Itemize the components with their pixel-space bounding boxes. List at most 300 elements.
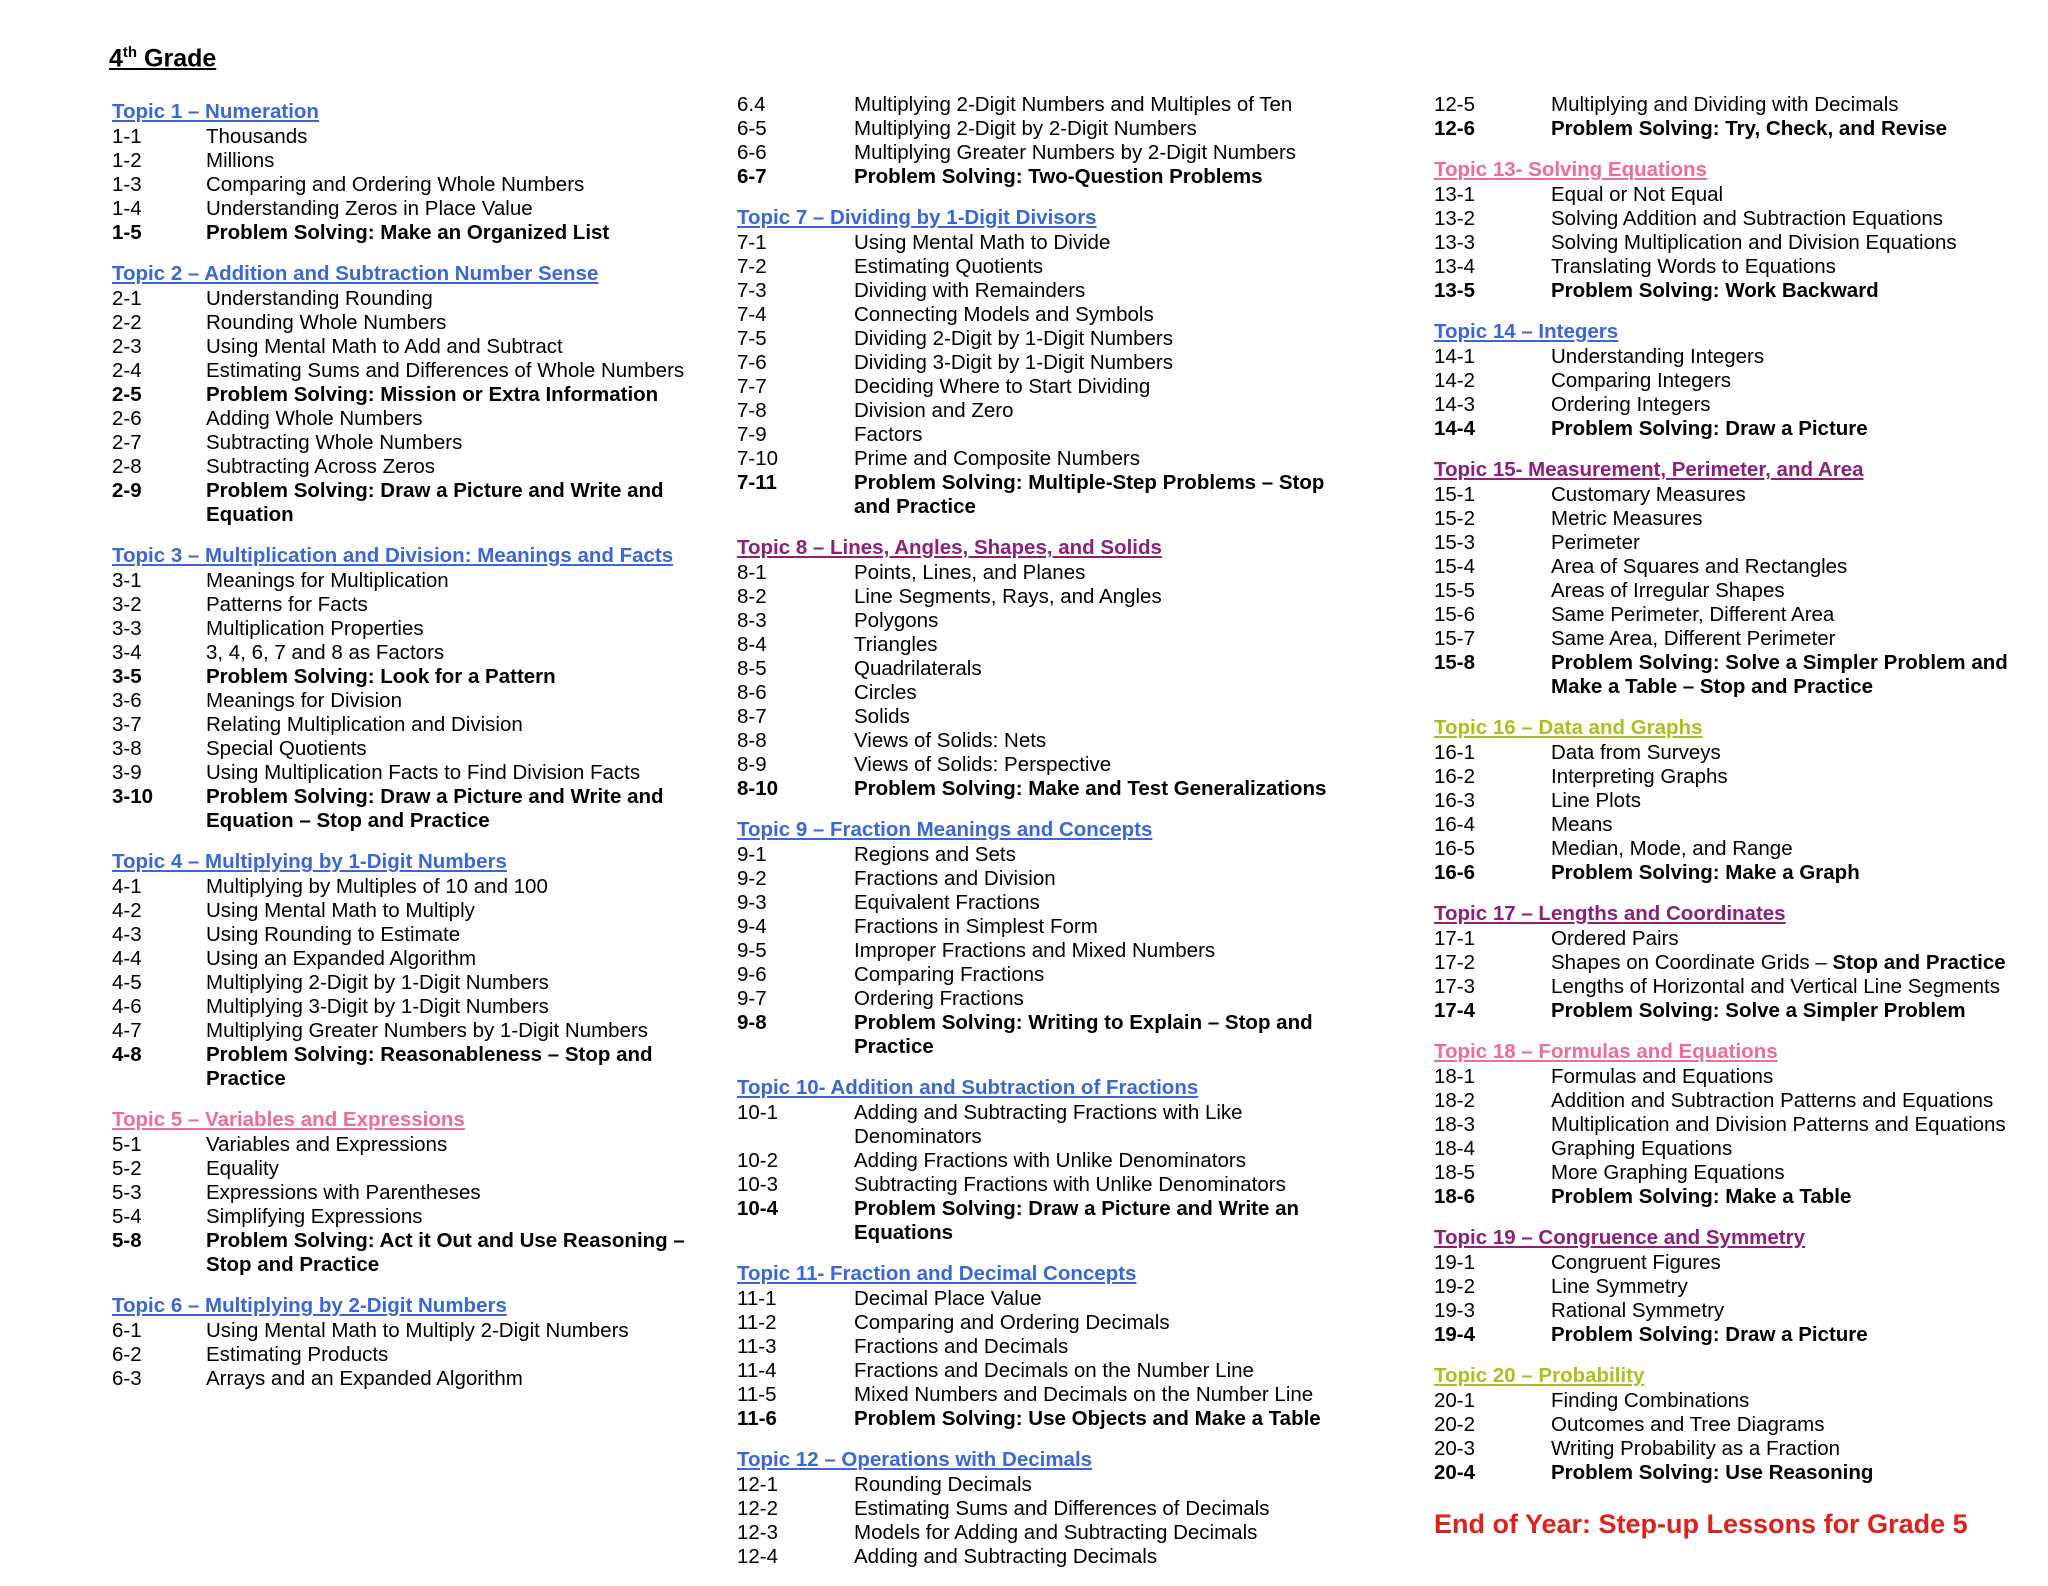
lesson-row [737, 1011, 1357, 1059]
lesson-title [206, 479, 712, 527]
lesson-title-text: Using Mental Math to Divide [854, 231, 1111, 254]
lesson-number: 13-2 [1434, 207, 1476, 230]
lesson-title [1551, 837, 2034, 861]
lesson-title [206, 221, 712, 245]
lesson-number: 7-5 [737, 327, 767, 350]
lesson-number: 10-3 [737, 1173, 779, 1196]
lesson-row [112, 785, 712, 833]
lesson-title [1551, 1461, 2034, 1485]
lesson-number: 18-3 [1434, 1113, 1476, 1136]
lesson-title-text: Perimeter [1551, 531, 1640, 554]
lesson-row [112, 899, 712, 923]
lesson-number: 7-6 [737, 351, 767, 374]
lesson-title [1551, 1137, 2034, 1161]
lesson-number: 7-1 [737, 231, 767, 254]
lesson-title [1551, 627, 2034, 651]
lesson-title [854, 279, 1357, 303]
lesson-title-text: Problem Solving: Try, Check, and Revise [1551, 117, 1948, 140]
lesson-number: 3-2 [112, 593, 142, 616]
lesson-row [737, 1173, 1357, 1197]
lesson-row [112, 971, 712, 995]
lesson-title-text: Multiplying Greater Numbers by 2-Digit Numbers [854, 141, 1297, 164]
lesson-number: 20-3 [1434, 1437, 1476, 1460]
lesson-number: 11-1 [737, 1287, 777, 1310]
lesson-title-text: Dividing 2-Digit by 1-Digit Numbers [854, 327, 1173, 350]
lesson-title-text: Fractions in Simplest Form [854, 915, 1098, 938]
lesson-row [1434, 579, 2034, 603]
lesson-row [112, 593, 712, 617]
lesson-row [112, 761, 712, 785]
lesson-title-text: Subtracting Whole Numbers [206, 431, 463, 454]
lesson-row [112, 665, 712, 689]
lesson-title-text: Polygons [854, 609, 939, 632]
lesson-title-text: Expressions with Parentheses [206, 1181, 481, 1204]
lesson-title-text: Fractions and Division [854, 867, 1056, 890]
lesson-title-text: Meanings for Division [206, 689, 402, 712]
lesson-title-text: Points, Lines, and Planes [854, 561, 1086, 584]
lesson-title [206, 1319, 712, 1343]
lesson-number: 8-7 [737, 705, 767, 728]
lesson-number: 15-4 [1434, 555, 1476, 578]
lesson-row [112, 737, 712, 761]
lesson-number: 19-3 [1434, 1299, 1476, 1322]
lesson-title [854, 1287, 1357, 1311]
lesson-title [1551, 999, 2034, 1023]
lesson-title-text: Problem Solving: Act it Out and Use Reasoning – Stop and Practice [206, 1229, 685, 1276]
lesson-title [854, 609, 1357, 633]
lesson-title-text: Estimating Products [206, 1343, 389, 1366]
lesson-number: 2-4 [112, 359, 142, 382]
lesson-title [206, 971, 712, 995]
lesson-row [1434, 483, 2034, 507]
lesson-title [854, 657, 1357, 681]
lesson-title-text: Multiplying 2-Digit by 1-Digit Numbers [206, 971, 549, 994]
lesson-title [854, 423, 1357, 447]
lesson-number: 3-6 [112, 689, 142, 712]
lesson-title-text: Equal or Not Equal [1551, 183, 1724, 206]
lesson-title-text: Writing Probability as a Fraction [1551, 1437, 1841, 1460]
topic-block [1434, 902, 2034, 1023]
lesson-title [854, 447, 1357, 471]
lesson-row [1434, 255, 2034, 279]
lesson-title-text: Interpreting Graphs [1551, 765, 1728, 788]
lesson-title-text: Shapes on Coordinate Grids – [1551, 951, 1833, 974]
lesson-title-emphasis: Stop and Practice [1832, 951, 2006, 974]
lesson-title [1551, 117, 2034, 141]
lesson-title-text: Decimal Place Value [854, 1287, 1042, 1310]
lesson-title [854, 1383, 1357, 1407]
lesson-title [854, 1101, 1357, 1149]
lesson-title-text: Variables and Expressions [206, 1133, 448, 1156]
lesson-number: 7-9 [737, 423, 767, 446]
lesson-title-text: Same Area, Different Perimeter [1551, 627, 1836, 650]
lesson-number: 2-8 [112, 455, 142, 478]
lesson-title [1551, 603, 2034, 627]
lesson-title-text: Subtracting Fractions with Unlike Denominators [854, 1173, 1286, 1196]
lesson-row [112, 923, 712, 947]
topic-heading[interactable]: Topic 4 – Multiplying by 1-Digit Numbers [112, 850, 507, 873]
lesson-number: 12-4 [737, 1545, 779, 1568]
lesson-title-text: Understanding Rounding [206, 287, 433, 310]
column-left [112, 100, 712, 1408]
lesson-title [206, 1043, 712, 1091]
lesson-row [737, 1335, 1357, 1359]
lesson-title [854, 1497, 1357, 1521]
lesson-title [1551, 975, 2034, 999]
lesson-number: 8-6 [737, 681, 767, 704]
lesson-title-text: Outcomes and Tree Diagrams [1551, 1413, 1825, 1436]
lesson-number: 5-2 [112, 1157, 142, 1180]
lesson-row [1434, 1161, 2034, 1185]
lesson-title [854, 1545, 1357, 1569]
lesson-title-text: Multiplication and Division Patterns and Equations [1551, 1113, 2006, 1136]
lesson-row [1434, 927, 2034, 951]
lesson-row [737, 165, 1357, 189]
lesson-title [854, 327, 1357, 351]
lesson-row [737, 1197, 1357, 1245]
lesson-title [1551, 789, 2034, 813]
lesson-number: 3-5 [112, 665, 142, 688]
lesson-number: 12-3 [737, 1521, 779, 1544]
lesson-row [112, 1367, 712, 1391]
lesson-title-text: Rational Symmetry [1551, 1299, 1725, 1322]
lesson-row [737, 447, 1357, 471]
lesson-row [112, 311, 712, 335]
lesson-number: 8-1 [737, 561, 767, 584]
lesson-row [737, 327, 1357, 351]
lesson-title [206, 785, 712, 833]
topic-block [1434, 1040, 2034, 1209]
lesson-number: 2-2 [112, 311, 142, 334]
lesson-title-text: Line Symmetry [1551, 1275, 1688, 1298]
lesson-number: 13-4 [1434, 255, 1476, 278]
lesson-number: 18-4 [1434, 1137, 1476, 1160]
lesson-row [737, 471, 1357, 519]
lesson-row [1434, 393, 2034, 417]
lesson-number: 2-6 [112, 407, 142, 430]
lesson-title [854, 351, 1357, 375]
lesson-title [1551, 1389, 2034, 1413]
lesson-number: 5-3 [112, 1181, 142, 1204]
lesson-number: 9-1 [737, 843, 767, 866]
lesson-title-text: Estimating Quotients [854, 255, 1044, 278]
lesson-row [1434, 813, 2034, 837]
lesson-row [112, 689, 712, 713]
lesson-title [1551, 1413, 2034, 1437]
lesson-title-text: Fractions and Decimals [854, 1335, 1069, 1358]
lesson-title [206, 1019, 712, 1043]
lesson-number: 3-8 [112, 737, 142, 760]
lesson-title-text: Arrays and an Expanded Algorithm [206, 1367, 523, 1390]
lesson-title-text: Models for Adding and Subtracting Decimals [854, 1521, 1258, 1544]
lesson-number: 3-9 [112, 761, 142, 784]
topic-heading[interactable]: Topic 16 – Data and Graphs [1434, 716, 1703, 739]
lesson-title-text: Equivalent Fractions [854, 891, 1040, 914]
topic-block [737, 1262, 1357, 1431]
lesson-row [112, 1181, 712, 1205]
lesson-number: 4-1 [112, 875, 142, 898]
lesson-title-text: Congruent Figures [1551, 1251, 1721, 1274]
lesson-title [1551, 579, 2034, 603]
topic-heading[interactable]: Topic 19 – Congruence and Symmetry [1434, 1226, 1806, 1249]
lesson-number: 17-3 [1434, 975, 1476, 998]
lesson-number: 11-3 [737, 1335, 777, 1358]
lesson-number: 5-1 [112, 1133, 142, 1156]
topic-heading[interactable]: Topic 12 – Operations with Decimals [737, 1448, 1093, 1471]
lesson-title-text: Adding Fractions with Unlike Denominators [854, 1149, 1246, 1172]
lesson-title [206, 1133, 712, 1157]
lesson-title-text: Subtracting Across Zeros [206, 455, 436, 478]
lesson-title-text: Using Multiplication Facts to Find Division Facts [206, 761, 641, 784]
lesson-title-text: Connecting Models and Symbols [854, 303, 1154, 326]
lesson-title [1551, 1113, 2034, 1137]
lesson-title [206, 455, 712, 479]
lesson-title [854, 471, 1357, 519]
lesson-title-text: Adding and Subtracting Decimals [854, 1545, 1158, 1568]
lesson-title-text: Problem Solving: Make and Test Generalizations [854, 777, 1327, 800]
topic-block [1434, 93, 2034, 141]
lesson-title [206, 899, 712, 923]
lesson-number: 18-2 [1434, 1089, 1476, 1112]
lesson-row [112, 221, 712, 245]
topic-block [112, 262, 712, 527]
topic-heading[interactable]: Topic 11- Fraction and Decimal Concepts [737, 1262, 1137, 1285]
topic-block [737, 93, 1357, 189]
lesson-row [1434, 651, 2034, 699]
lesson-title-text: Triangles [854, 633, 938, 656]
lesson-number: 7-2 [737, 255, 767, 278]
lesson-number: 6-1 [112, 1319, 142, 1342]
lesson-row [1434, 555, 2034, 579]
topic-heading[interactable]: Topic 15- Measurement, Perimeter, and Area [1434, 458, 1864, 481]
lesson-title [1551, 93, 2034, 117]
lesson-number: 12-2 [737, 1497, 779, 1520]
lesson-title [1551, 183, 2034, 207]
lesson-number: 15-3 [1434, 531, 1476, 554]
lesson-title-text: Dividing 3-Digit by 1-Digit Numbers [854, 351, 1173, 374]
lesson-row [112, 1319, 712, 1343]
lesson-row [112, 173, 712, 197]
lesson-title [854, 963, 1357, 987]
lesson-title [206, 1157, 712, 1181]
lesson-number: 18-5 [1434, 1161, 1476, 1184]
lesson-title-text: Data from Surveys [1551, 741, 1721, 764]
lesson-title-text: Estimating Sums and Differences of Whole Numbers [206, 359, 685, 382]
lesson-row [737, 729, 1357, 753]
lesson-row [112, 149, 712, 173]
lesson-row [1434, 507, 2034, 531]
topic-heading[interactable]: Topic 2 – Addition and Subtraction Number Sense [112, 262, 599, 285]
lesson-title [1551, 507, 2034, 531]
lesson-row [112, 713, 712, 737]
lesson-title-text: Ordering Fractions [854, 987, 1024, 1010]
lesson-row [1434, 93, 2034, 117]
lesson-title [1551, 417, 2034, 441]
topic-heading[interactable]: Topic 18 – Formulas and Equations [1434, 1040, 1778, 1063]
lesson-number: 9-3 [737, 891, 767, 914]
lesson-title-text: Mixed Numbers and Decimals on the Number Line [854, 1383, 1314, 1406]
lesson-number: 6-3 [112, 1367, 142, 1390]
lesson-row [737, 633, 1357, 657]
lesson-number: 2-1 [112, 287, 142, 310]
lesson-title [206, 947, 712, 971]
topic-heading[interactable]: Topic 13- Solving Equations [1434, 158, 1707, 181]
lesson-title [854, 303, 1357, 327]
lesson-row [112, 947, 712, 971]
lesson-title [206, 125, 712, 149]
lesson-row [112, 383, 712, 407]
lesson-title-text: Areas of Irregular Shapes [1551, 579, 1785, 602]
lesson-row [737, 1359, 1357, 1383]
lesson-title-text: Fractions and Decimals on the Number Line [854, 1359, 1254, 1382]
lesson-title-text: Problem Solving: Multiple-Step Problems – Stop and Practice [854, 471, 1325, 518]
lesson-title-text: Solids [854, 705, 910, 728]
lesson-row [1434, 231, 2034, 255]
lesson-title-text: Problem Solving: Two-Question Problems [854, 165, 1263, 188]
lesson-title [1551, 345, 2034, 369]
lesson-row [737, 753, 1357, 777]
lesson-title [1551, 927, 2034, 951]
grade-label: Grade [137, 44, 217, 73]
lesson-row [112, 455, 712, 479]
topic-heading[interactable]: Topic 14 – Integers [1434, 320, 1619, 343]
lesson-title [854, 561, 1357, 585]
lesson-number: 6-2 [112, 1343, 142, 1366]
lesson-number: 15-5 [1434, 579, 1476, 602]
lesson-row [1434, 369, 2034, 393]
lesson-row [112, 335, 712, 359]
lesson-row [112, 407, 712, 431]
lesson-title-text: Rounding Decimals [854, 1473, 1032, 1496]
lesson-title-text: Problem Solving: Work Backward [1551, 279, 1879, 302]
lesson-number: 1-4 [112, 197, 142, 220]
lesson-title [854, 375, 1357, 399]
lesson-title-text: Problem Solving: Writing to Explain – Stop and Practice [854, 1011, 1313, 1058]
lesson-row [112, 359, 712, 383]
lesson-title-text: Comparing Fractions [854, 963, 1045, 986]
topic-block [737, 1076, 1357, 1245]
lesson-row [1434, 1323, 2034, 1347]
lesson-number: 8-10 [737, 777, 779, 800]
topic-block [737, 818, 1357, 1059]
lesson-number: 3-10 [112, 785, 154, 808]
topic-heading[interactable]: Topic 8 – Lines, Angles, Shapes, and Solids [737, 536, 1162, 559]
lesson-number: 12-1 [737, 1473, 779, 1496]
lesson-title-text: Adding Whole Numbers [206, 407, 423, 430]
lesson-number: 12-6 [1434, 117, 1476, 140]
lesson-row [112, 1205, 712, 1229]
lesson-title [206, 713, 712, 737]
lesson-number: 11-2 [737, 1311, 777, 1334]
topic-heading[interactable]: Topic 1 – Numeration [112, 100, 319, 123]
lesson-title [206, 689, 712, 713]
lesson-row [737, 681, 1357, 705]
lesson-title [854, 729, 1357, 753]
lesson-title [854, 633, 1357, 657]
topic-heading[interactable]: Topic 6 – Multiplying by 2-Digit Numbers [112, 1294, 507, 1317]
lesson-number: 15-6 [1434, 603, 1476, 626]
lesson-row [737, 1497, 1357, 1521]
lesson-title [1551, 231, 2034, 255]
lesson-number: 2-7 [112, 431, 142, 454]
lesson-number: 3-1 [112, 569, 142, 592]
lesson-title [1551, 1089, 2034, 1113]
lesson-number: 3-4 [112, 641, 142, 664]
lesson-row [112, 617, 712, 641]
lesson-row [737, 231, 1357, 255]
topic-heading[interactable]: Topic 17 – Lengths and Coordinates [1434, 902, 1786, 925]
lesson-title-text: Circles [854, 681, 917, 704]
lesson-number: 5-4 [112, 1205, 142, 1228]
lesson-row [737, 1149, 1357, 1173]
lesson-row [737, 1521, 1357, 1545]
lesson-title-text: Special Quotients [206, 737, 367, 760]
lesson-title-text: Quadrilaterals [854, 657, 982, 680]
lesson-row [1434, 1065, 2034, 1089]
lesson-title [1551, 1251, 2034, 1275]
lesson-title [854, 777, 1357, 801]
lesson-row [112, 431, 712, 455]
grade-number: 4 [109, 44, 123, 73]
lesson-row [1434, 861, 2034, 885]
lesson-title [206, 737, 712, 761]
lesson-number: 7-11 [737, 471, 777, 494]
lesson-title-text: Problem Solving: Make an Organized List [206, 221, 610, 244]
topic-heading[interactable]: Topic 5 – Variables and Expressions [112, 1108, 465, 1131]
lesson-title [206, 431, 712, 455]
lesson-title-text: Adding and Subtracting Fractions with Like Denominators [854, 1101, 1243, 1148]
lesson-number: 7-8 [737, 399, 767, 422]
lesson-title-text: Patterns for Facts [206, 593, 368, 616]
lesson-title [1551, 1437, 2034, 1461]
lesson-title [206, 1343, 712, 1367]
lesson-number: 15-1 [1434, 483, 1476, 506]
lesson-title-text: Translating Words to Equations [1551, 255, 1836, 278]
lesson-title [206, 173, 712, 197]
topic-heading[interactable]: Topic 3 – Multiplication and Division: Meanings and Facts [112, 544, 674, 567]
topic-block [737, 206, 1357, 519]
lesson-title-text: Multiplication Properties [206, 617, 424, 640]
lesson-number: 11-6 [737, 1407, 777, 1430]
lesson-title [206, 359, 712, 383]
lesson-row [737, 255, 1357, 279]
lesson-row [737, 1407, 1357, 1431]
lesson-row [1434, 183, 2034, 207]
lesson-title-text: Problem Solving: Use Objects and Make a Table [854, 1407, 1321, 1430]
lesson-number: 1-3 [112, 173, 142, 196]
topic-heading[interactable]: Topic 7 – Dividing by 1-Digit Divisors [737, 206, 1097, 229]
lesson-title [1551, 765, 2034, 789]
lesson-number: 8-2 [737, 585, 767, 608]
topic-heading[interactable]: Topic 10- Addition and Subtraction of Fractions [737, 1076, 1199, 1099]
lesson-title-text: Problem Solving: Solve a Simpler Problem [1551, 999, 1966, 1022]
lesson-row [737, 1545, 1357, 1569]
lesson-row [737, 915, 1357, 939]
lesson-title-text: Multiplying 3-Digit by 1-Digit Numbers [206, 995, 549, 1018]
lesson-number: 15-7 [1434, 627, 1476, 650]
topic-heading[interactable]: Topic 9 – Fraction Meanings and Concepts [737, 818, 1153, 841]
topic-heading[interactable]: Topic 20 – Probability [1434, 1364, 1645, 1387]
lesson-title [854, 255, 1357, 279]
end-of-year-note: End of Year: Step-up Lessons for Grade 5 [1434, 1509, 1968, 1539]
lesson-row [1434, 1251, 2034, 1275]
lesson-number: 9-7 [737, 987, 767, 1010]
lesson-title [854, 1407, 1357, 1431]
lesson-title-text: Multiplying by Multiples of 10 and 100 [206, 875, 548, 898]
lesson-title-text: Line Plots [1551, 789, 1642, 812]
lesson-number: 9-4 [737, 915, 767, 938]
lesson-number: 12-5 [1434, 93, 1476, 116]
